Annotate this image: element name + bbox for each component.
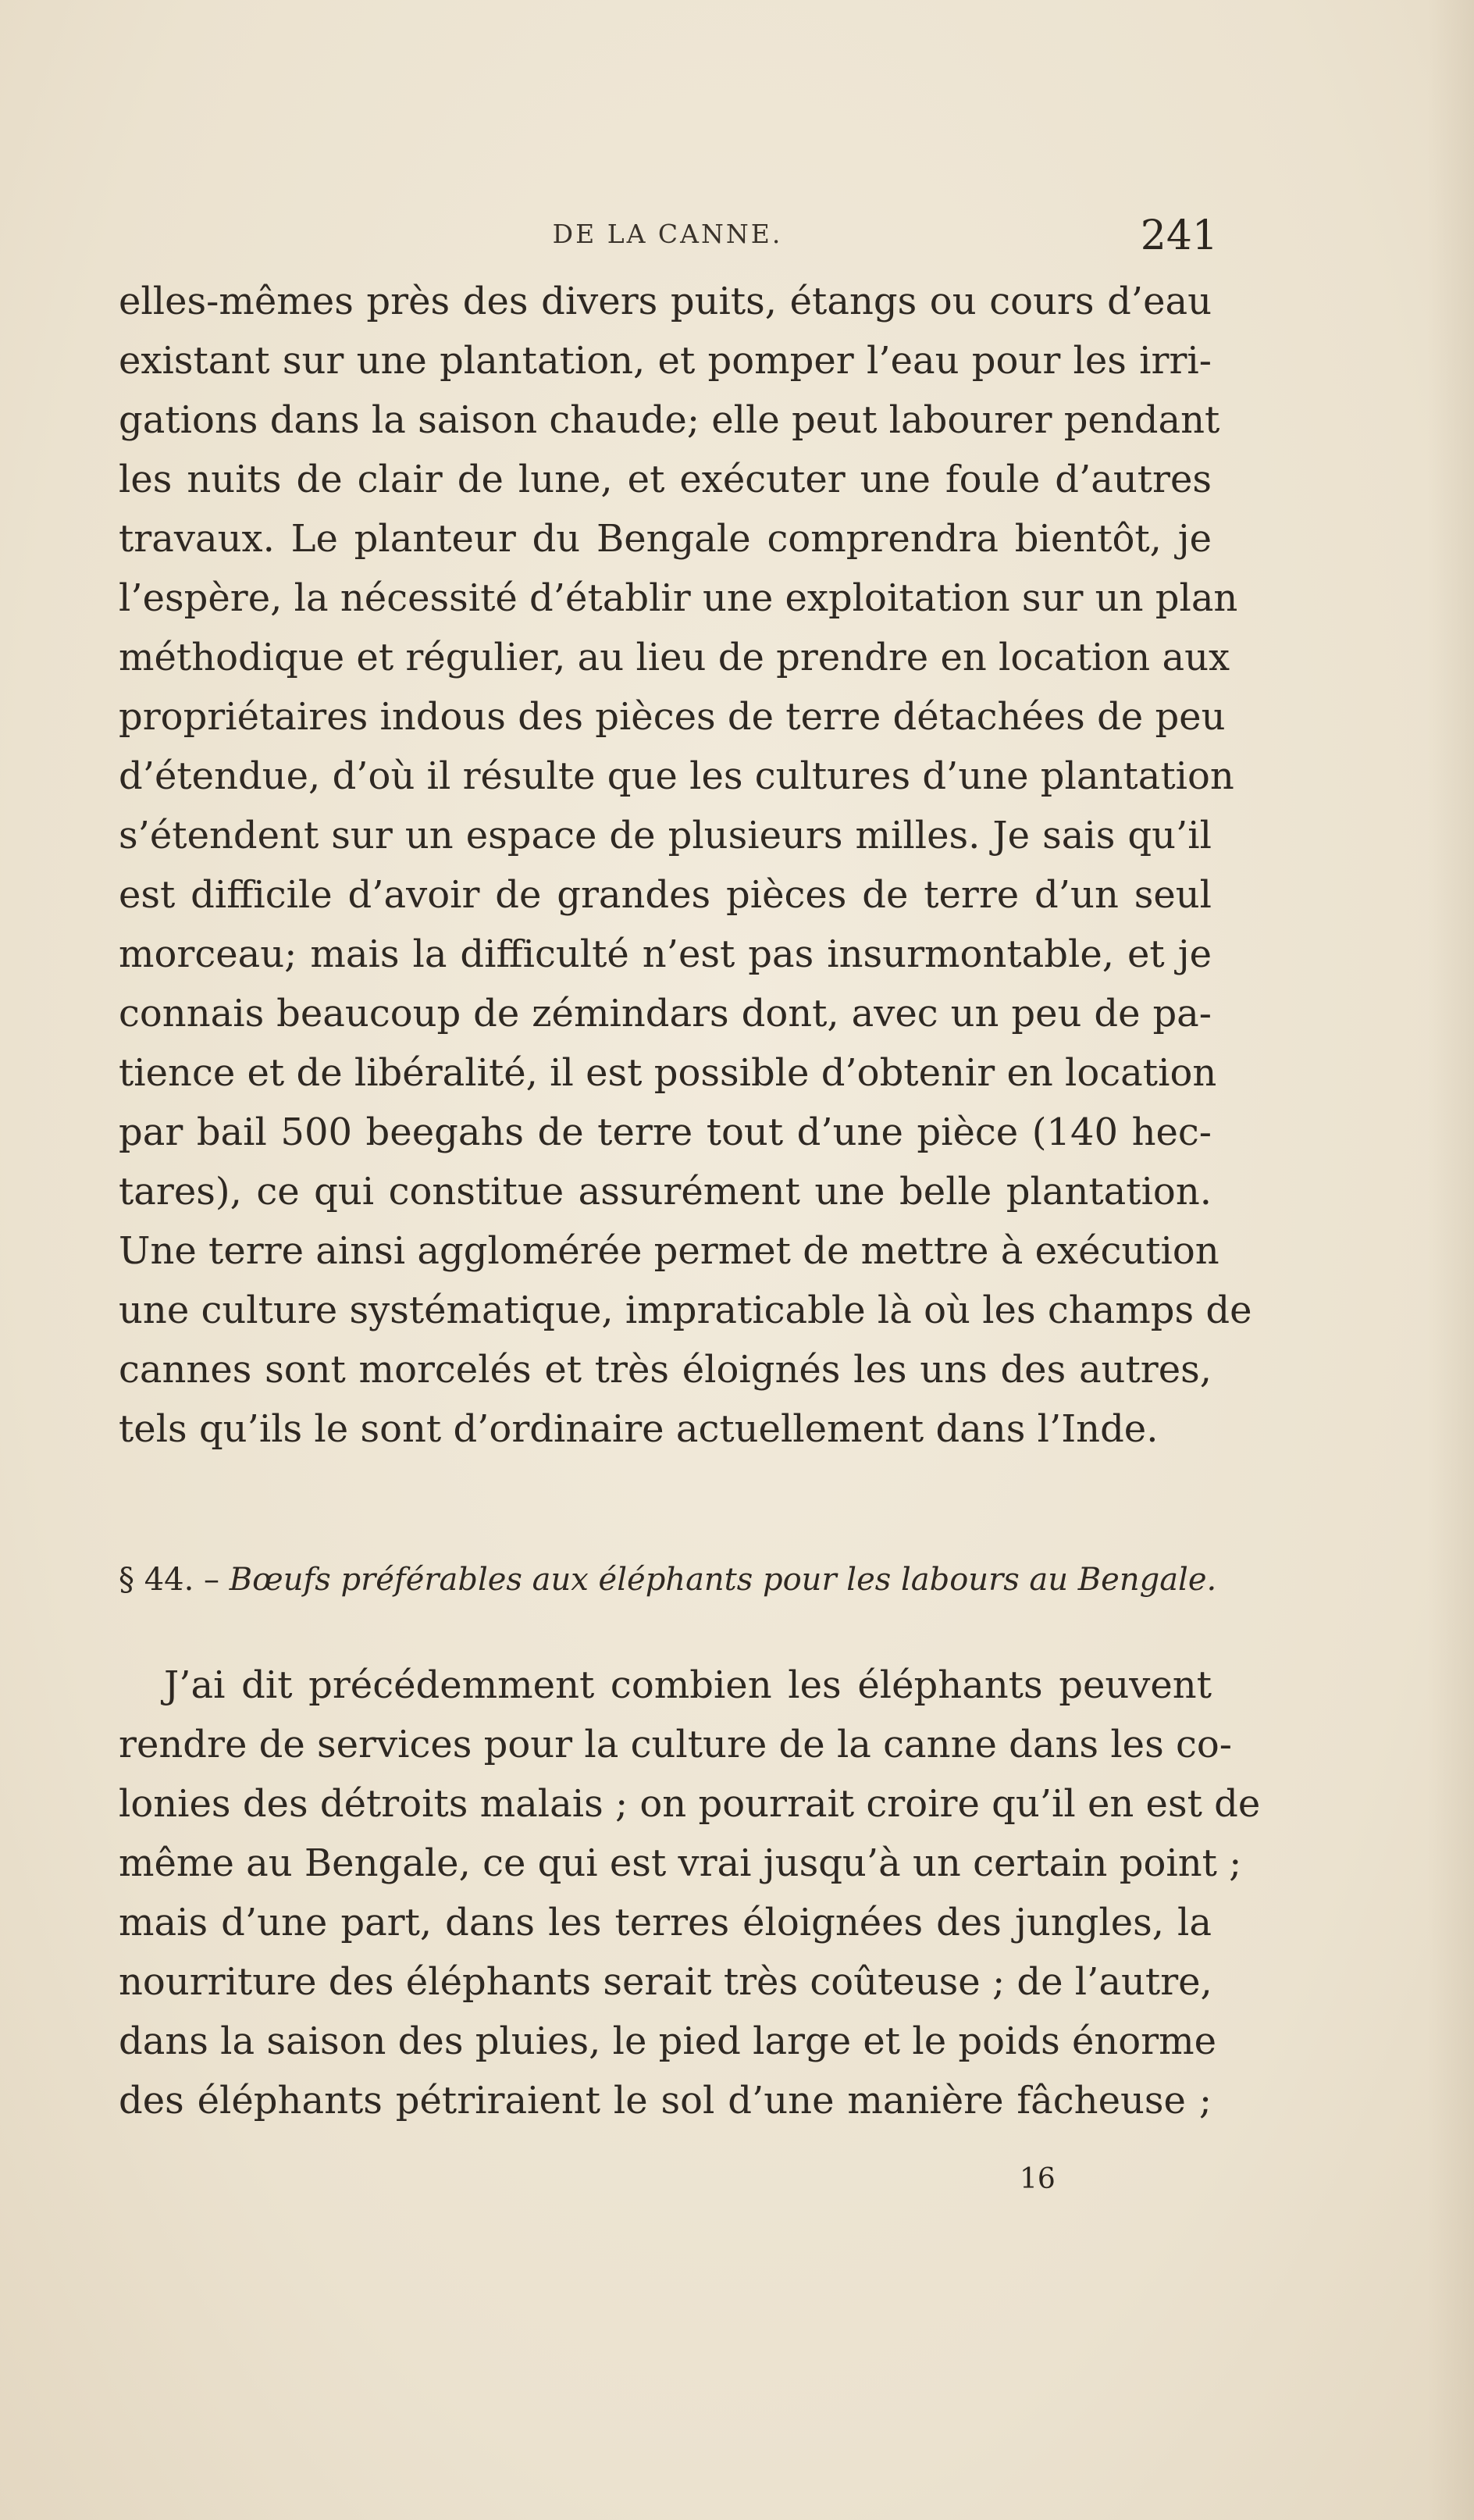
text-line: J’ai dit précédemment combien les éléphants peuvent (164, 1663, 1212, 1707)
text-line: les nuits de clair de lune, et exécuter une foule d’autres (119, 458, 1212, 501)
text-line: tares), ce qui constitue assurément une belle plantation. (119, 1170, 1212, 1214)
section-title: Bœufs préférables aux éléphants pour les labours au Bengale. (229, 1562, 1217, 1598)
text-line: d’étendue, d’où il résulte que les cultures d’une plantation (119, 754, 1234, 798)
signature-mark: 16 (1020, 2163, 1056, 2195)
text-line: elles-mêmes près des divers puits, étangs ou cours d’eau (119, 280, 1212, 323)
text-line: des éléphants pétriraient le sol d’une manière fâcheuse ; (119, 2079, 1212, 2123)
text-line: tels qu’ils le sont d’ordinaire actuellement dans l’Inde. (119, 1407, 1159, 1451)
running-title: DE LA CANNE. (552, 219, 783, 249)
text-line: est difficile d’avoir de grandes pièces de terre d’un seul (119, 873, 1212, 917)
text-line: existant sur une plantation, et pomper l’eau pour les irri- (119, 339, 1212, 383)
text-line: une culture systématique, impraticable là où les champs de (119, 1289, 1252, 1332)
text-line: propriétaires indous des pièces de terre détachées de peu (119, 695, 1226, 739)
text-line: par bail 500 beegahs de terre tout d’une pièce (140 hec- (119, 1110, 1212, 1154)
text-line: l’espère, la nécessité d’établir une exploitation sur un plan (119, 576, 1238, 620)
text-line: Une terre ainsi agglomérée permet de mettre à exécution (119, 1229, 1219, 1273)
text-line: méthodique et régulier, au lieu de prendre en location aux (119, 636, 1230, 679)
text-line: cannes sont morcelés et très éloignés les uns des autres, (119, 1348, 1212, 1392)
text-line: morceau; mais la difficulté n’est pas insurmontable, et je (119, 932, 1212, 976)
text-line: dans la saison des pluies, le pied large et le poids énorme (119, 2019, 1217, 2063)
text-line: nourriture des éléphants serait très coûteuse ; de l’autre, (119, 1960, 1212, 2004)
running-header (117, 212, 1218, 259)
paragraph-1 (119, 272, 1252, 1459)
text-line: même au Bengale, ce qui est vrai jusqu’à un certain point ; (119, 1841, 1242, 1885)
text-line: connais beaucoup de zémindars dont, avec un peu de pa- (119, 992, 1212, 1035)
text-line: rendre de services pour la culture de la canne dans les co- (119, 1723, 1232, 1766)
section-heading (119, 1550, 1217, 1609)
page-edge-shadow (1427, 0, 1474, 2520)
paragraph-2 (119, 1656, 1261, 2130)
text-line: gations dans la saison chaude; elle peut labourer pendant (119, 398, 1220, 442)
section-number: § 44. – (119, 1562, 220, 1598)
page-number: 241 (1140, 212, 1218, 259)
text-line: travaux. Le planteur du Bengale comprendra bientôt, je (119, 517, 1212, 561)
text-line: lonies des détroits malais ; on pourrait croire qu’il en est de (119, 1782, 1261, 1826)
text-line: tience et de libéralité, il est possible d’obtenir en location (119, 1051, 1217, 1095)
text-line: mais d’une part, dans les terres éloignées des jungles, la (119, 1901, 1212, 1944)
text-line: s’étendent sur un espace de plusieurs milles. Je sais qu’il (119, 814, 1212, 857)
